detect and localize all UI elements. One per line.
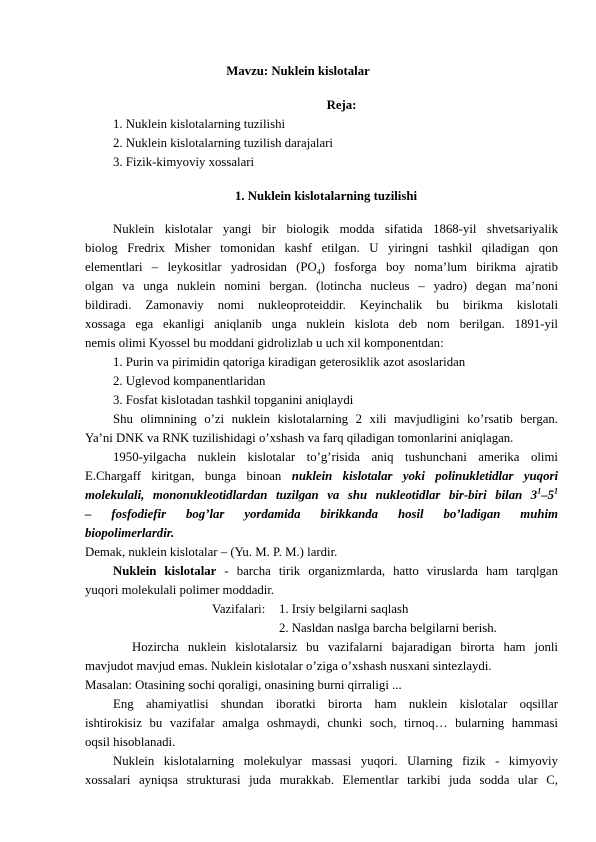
paragraph-line: oqsil hisoblanadi. [85, 735, 176, 749]
paragraph-line: biopolimerlardir. [85, 526, 175, 540]
paragraph-line: Masalan: Otasining sochi qoraligi, onasining burni qirraligi ... [85, 678, 402, 692]
paragraph-line: nemis olimi Kyossel bu moddani gidrolizlab u uch xil komponentdan: [85, 336, 444, 350]
paragraph-line: Eng ahamiyatlisi shundan iboratki birorta ham nuklein kislotalar oqsillar [113, 697, 558, 711]
paragraph-line: biolog Fredrix Misher tomonidan kashf etilgan. U yiringni tashkil qiladigan qon [85, 241, 558, 255]
component-item-1: 1. Purin va pirimidin qatoriga kiradigan geterosiklik azot asoslaridan [113, 355, 466, 369]
function-item-2: 2. Nasldan naslga barcha belgilarni berish. [279, 621, 497, 635]
plan-item-3: 3. Fizik-kimyoviy xossalari [113, 155, 255, 169]
paragraph-line: olgan va unga nuklein nomini bergan. (lotincha nucleus – yadro) degan ma’noni [85, 279, 558, 293]
plan-heading: Reja: [326, 98, 357, 112]
paragraph-line: Shu olimnining o’zi nuklein kislotalarning 2 xili mavjudligini ko’rsatib bergan. [113, 412, 558, 426]
component-item-3: 3. Fosfat kislotadan tashkil topganini aniqlaydi [113, 393, 354, 407]
paragraph-line: 1950-yilgacha nuklein kislotalar to’g’risida aniq tushunchani amerika olimi [113, 450, 558, 464]
paragraph-line: bildiradi. Zamonaviy nomi nukleoproteiddir. Keyinchalik bu birikma kislotali [85, 298, 558, 312]
section-heading: 1. Nuklein kislotalarning tuzilishi [234, 189, 418, 203]
paragraph-line: Nuklein kislotalarning molekulyar massasi yuqori. Ularning fizik - kimyoviy [113, 754, 558, 768]
plan-item-2: 2. Nuklein kislotalarning tuzilish darajalari [113, 136, 333, 150]
component-item-2: 2. Uglevod kompanentlaridan [113, 374, 266, 388]
plan-item-1: 1. Nuklein kislotalarning tuzilishi [113, 117, 286, 131]
paragraph-line: xossalari ayniqsa strukturasi juda murakkab. Elementlar tarkibi juda sodda ular C, [85, 773, 558, 787]
functions-label: Vazifalari: [212, 602, 266, 616]
paragraph-line: Ya’ni DNK va RNK tuzilishidagi o’xshash va farq qiladigan tomonlarini aniqlagan. [85, 431, 514, 445]
paragraph-line: ishtirokisiz bu vazifalar amalga oshmaydi, chunki soch, tirnoq… bularning hammasi [85, 716, 558, 730]
paragraph-line: – fosfodiefir bog’lar yordamida birikkanda hosil bo’ladigan muhim [85, 507, 558, 521]
paragraph-line: elementlari – leykositlar yadrosidan $(PO_4)$ fosforga boy noma’lum birikma ajratib [85, 260, 558, 277]
paragraph-line: Nuklein kislotalar yangi bir biologik modda sifatida 1868-yil shvetsariyalik [113, 222, 558, 236]
paragraph-line: Nuklein kislotalar - barcha tirik organizmlarda, hatto viruslarda ham tarqlgan [113, 564, 558, 578]
paragraph-line: mavjudot mavjud emas. Nuklein kislotalar o’ziga o’xshash nusxani sintezlaydi. [85, 659, 492, 673]
paragraph-line: molekulali, mononukleotidlardan tuzilgan va shu nukleotidlar bir-biri bilan $3^1-5^1$ [85, 486, 558, 502]
paragraph-line: xossaga ega ekanligi aniqlanib unga nuklein kislota deb nom berilgan. 1891-yil [85, 317, 558, 331]
function-item-1: 1. Irsiy belgilarni saqlash [279, 602, 409, 616]
paragraph-line: Demak, nuklein kislotalar – (Yu. M. P. M.) lardir. [85, 545, 338, 559]
paragraph-line: Hozircha nuklein kislotalarsiz bu vazifalarni bajaradigan birorta ham jonli [132, 640, 558, 654]
document-title: Mavzu: Nuklein kislotalar [226, 64, 370, 78]
paragraph-line: E.Chargaff kiritgan, bunga binoan nuklein kislotalar yoki polinukletidlar yuqori [85, 469, 559, 483]
paragraph-line: yuqori molekulali polimer moddadir. [85, 583, 275, 597]
